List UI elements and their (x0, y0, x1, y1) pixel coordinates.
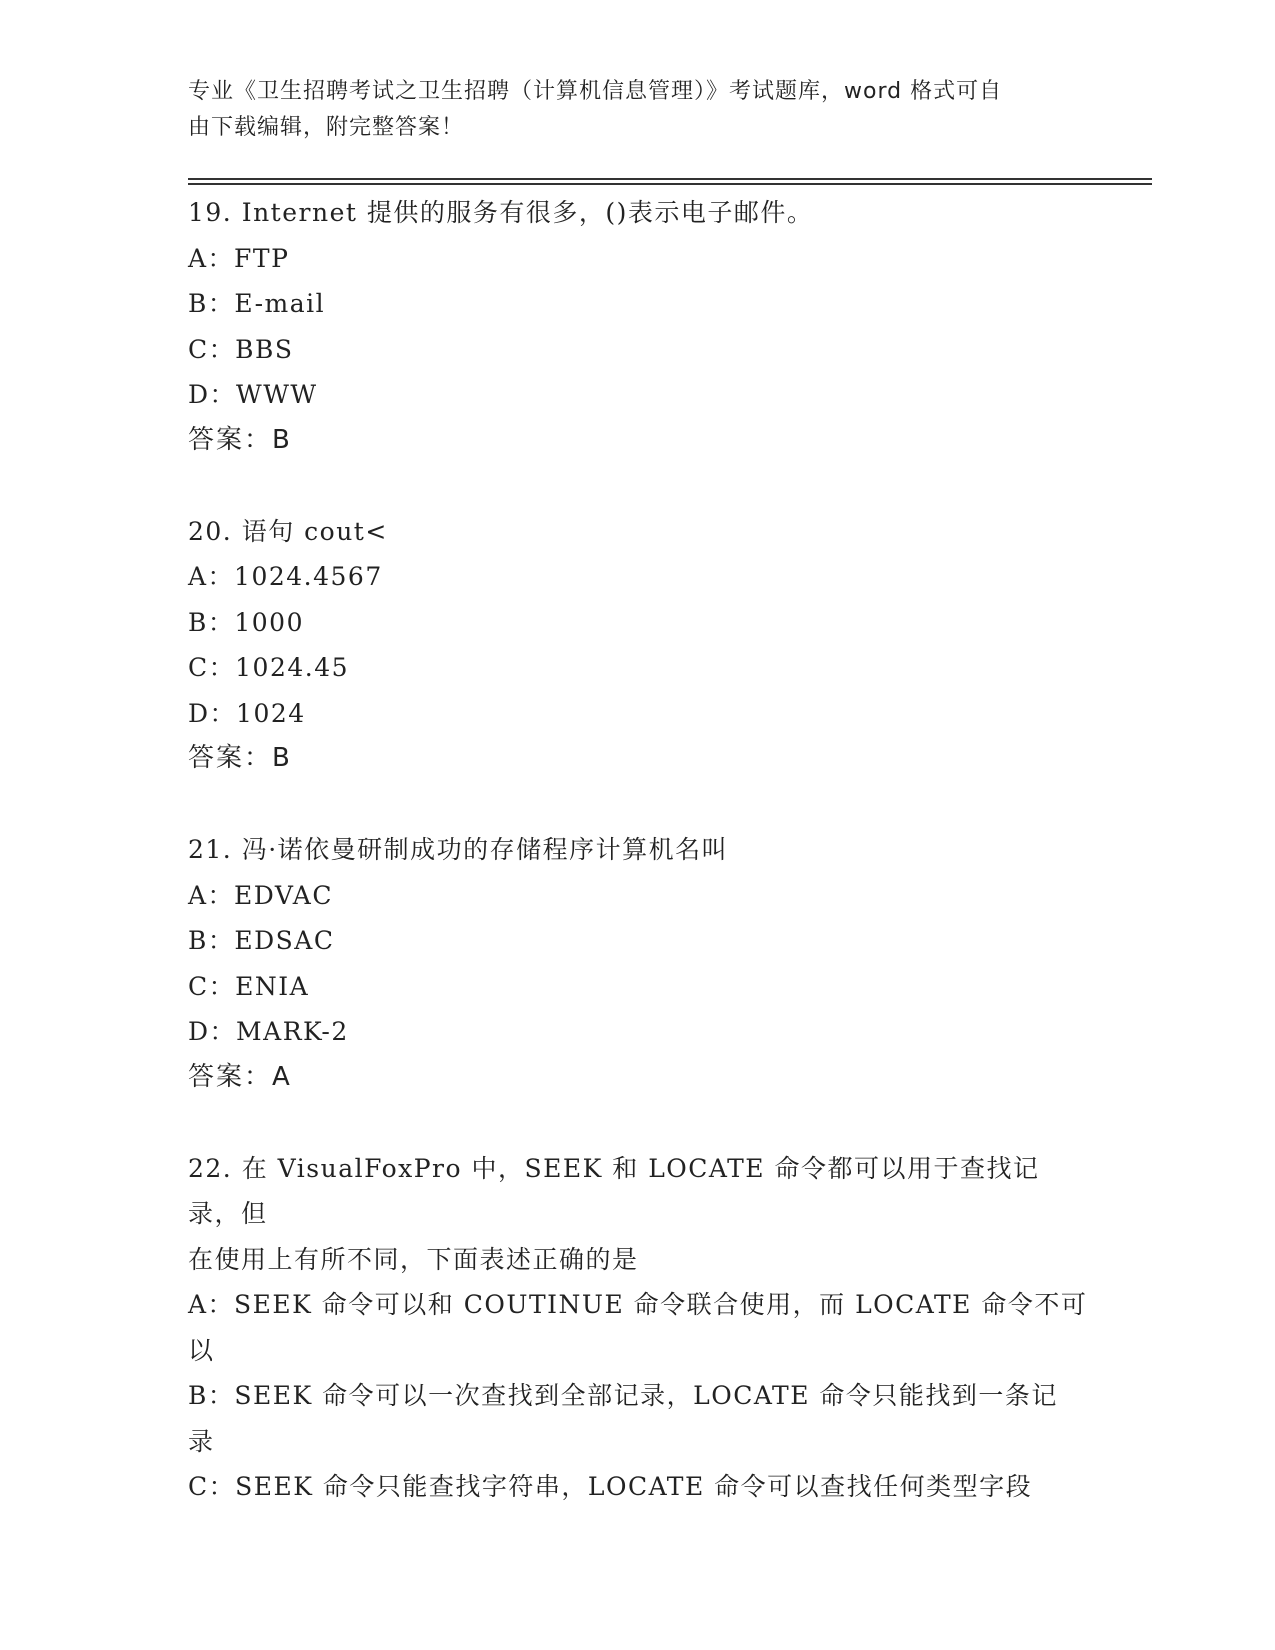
answer-line: 答案：B (188, 424, 292, 455)
option-c: C：ENIA (188, 971, 310, 1001)
option-a: A：EDVAC (188, 880, 333, 910)
option-b-continued: 录 (188, 1426, 215, 1456)
question-stem-line-2: 在使用上有所不同，下面表述正确的是 (188, 1244, 639, 1274)
option-a: A：SEEK 命令可以和 COUTINUE 命令联合使用，而 LOCATE 命令不可以 (188, 1290, 1088, 1365)
question-20 (188, 509, 1088, 782)
option-b: B：SEEK 命令可以一次查找到全部记录，LOCATE 命令只能找到一条记 (188, 1381, 1058, 1410)
answer-line: 答案：A (188, 1061, 292, 1092)
option-b: B：1000 (188, 607, 304, 637)
header-divider-bottom (188, 183, 1152, 185)
option-b: B：EDSAC (188, 926, 335, 955)
option-a: A：1024.4567 (188, 562, 383, 591)
option-d: D：1024 (188, 698, 306, 728)
answer-line: 答案：B (188, 743, 292, 773)
header-divider-top (188, 178, 1152, 180)
option-b: B：E-mail (188, 289, 326, 318)
option-d: D：MARK-2 (188, 1017, 349, 1046)
question-list (188, 190, 1088, 1556)
question-19 (188, 190, 1088, 463)
option-c: C：BBS (188, 334, 294, 364)
question-21 (188, 827, 1088, 1100)
header-line-1: 专业《卫生招聘考试之卫生招聘（计算机信息管理）》考试题库，word 格式可自 (188, 79, 1003, 104)
question-stem: 21. 冯·诺依曼研制成功的存储程序计算机名叫 (188, 835, 729, 864)
question-stem-line-1: 22. 在 VisualFoxPro 中，SEEK 和 LOCATE 命令都可以用于查找记录，但 (188, 1153, 1040, 1228)
header-line-2: 由下载编辑，附完整答案！ (188, 115, 465, 140)
question-22 (188, 1146, 1088, 1510)
question-stem: 20. 语句 cout< (188, 516, 388, 546)
option-a: A：FTP (188, 243, 290, 273)
option-c: C：1024.45 (188, 653, 350, 682)
question-stem: 19. Internet 提供的服务有很多，()表示电子邮件。 (188, 198, 814, 227)
option-c: C：SEEK 命令只能查找字符串，LOCATE 命令可以查找任何类型字段 (188, 1472, 1033, 1501)
option-d: D：WWW (188, 380, 318, 409)
document-header (188, 74, 1088, 146)
